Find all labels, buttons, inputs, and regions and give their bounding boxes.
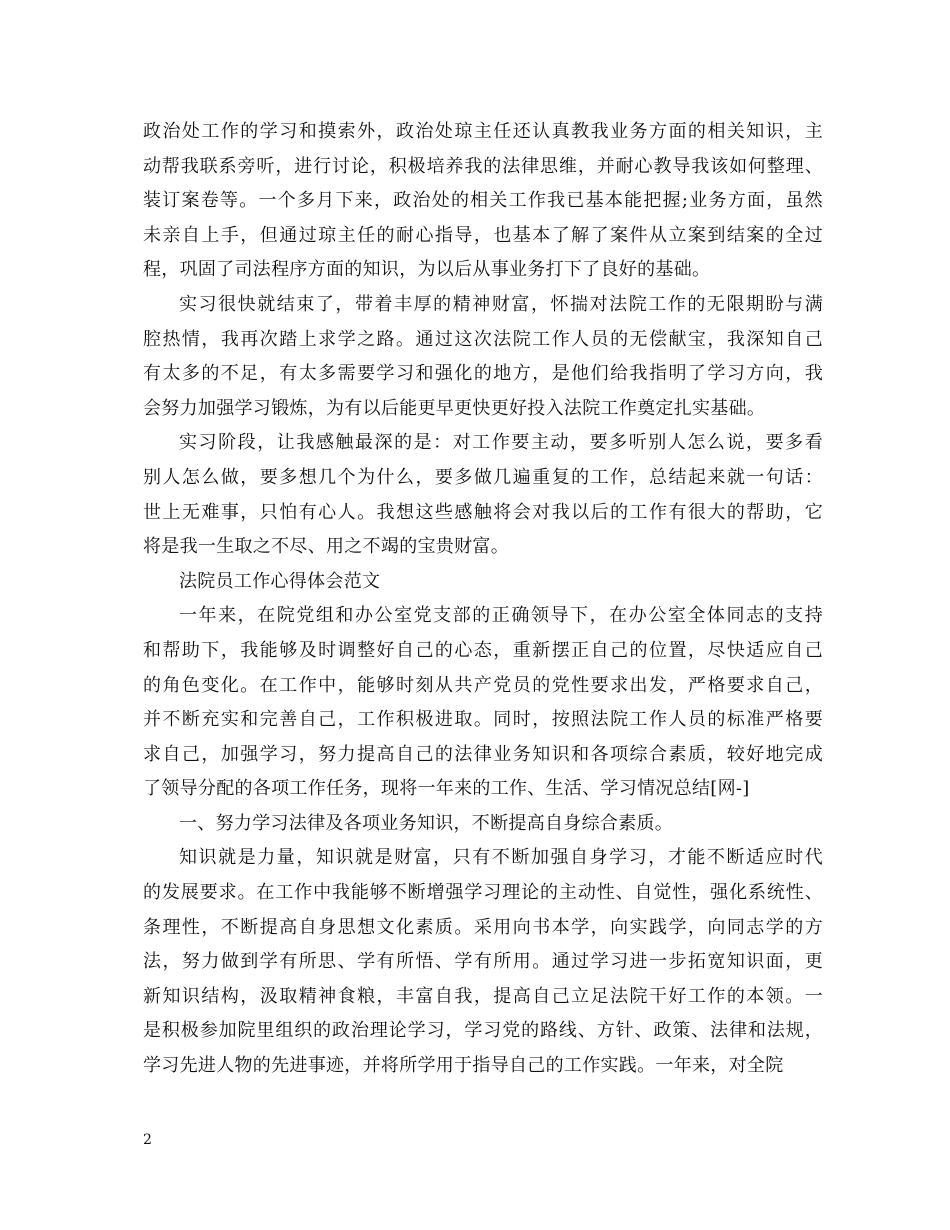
paragraph (143, 426, 823, 564)
text-line: 未亲自上手，但通过琼主任的耐心指导，也基本了解了案件从立案到结案的全过 (143, 224, 823, 246)
text-line: 新知识结构，汲取精神食粮，丰富自我，提高自己立足法院干好工作的本领。一 (143, 985, 823, 1007)
text-line: 学习先进人物的先进事迹，并将所学用于指导自己的工作实践。一年来，对全院 (143, 1055, 784, 1077)
text-line: 实习阶段，让我感触最深的是：对工作要主动，要多听别人怎么说，要多看 (179, 432, 823, 454)
text-line: 条理性，不断提高自身思想文化素质。采用向书本学，向实践学，向同志学的方 (143, 916, 823, 938)
paragraph (143, 841, 823, 1083)
page-number: 2 (143, 1132, 152, 1148)
text-line: 是积极参加院里组织的政治理论学习，学习党的路线、方针、政策、法律和法规， (143, 1020, 823, 1042)
text-line: 将是我一生取之不尽、用之不竭的宝贵财富。 (143, 536, 509, 558)
text-line: 一年来，在院党组和办公室党支部的正确领导下，在办公室全体同志的支持 (179, 605, 823, 627)
text-line: 程，巩固了司法程序方面的知识，为以后从事业务打下了良好的基础。 (143, 259, 711, 281)
text-line: 并不断充实和完善自己，工作积极进取。同时，按照法院工作人员的标准严格要 (143, 709, 823, 731)
paragraph (143, 565, 823, 600)
text-line: 实习很快就结束了，带着丰厚的精神财富，怀揣对法院工作的无限期盼与满 (179, 293, 823, 315)
text-line: 有太多的不足，有太多需要学习和强化的地方，是他们给我指明了学习方向，我 (143, 363, 823, 385)
paragraph (143, 807, 823, 842)
text-line: 法院员工作心得体会范文 (179, 570, 381, 592)
text-line: 一、努力学习法律及各项业务知识，不断提高自身综合素质。 (179, 812, 674, 834)
text-line: 和帮助下，我能够及时调整好自己的心态，重新摆正自己的位置，尽快适应自己 (143, 639, 823, 661)
text-line: 腔热情，我再次踏上求学之路。通过这次法院工作人员的无偿献宝，我深知自己 (143, 328, 823, 350)
paragraph (143, 115, 823, 288)
text-line: 的角色变化。在工作中，能够时刻从共产党员的党性要求出发，严格要求自己， (143, 674, 823, 696)
text-line: 知识就是力量，知识就是财富，只有不断加强自身学习，才能不断适应时代 (179, 847, 823, 869)
text-line: 装订案卷等。一个多月下来，政治处的相关工作我已基本能把握;业务方面，虽然 (143, 190, 823, 212)
text-line: 动帮我联系旁听，进行讨论，积极培养我的法律思维，并耐心教导我该如何整理、 (143, 155, 823, 177)
text-line: 法，努力做到学有所思、学有所悟、学有所用。通过学习进一步拓宽知识面，更 (143, 951, 823, 973)
text-line: 别人怎么做，要多想几个为什么，要多做几遍重复的工作，总结起来就一句话： (143, 466, 823, 488)
text-line: 的发展要求。在工作中我能够不断增强学习理论的主动性、自觉性，强化系统性、 (143, 882, 823, 904)
text-line: 了领导分配的各项工作任务，现将一年来的工作、生活、学习情况总结[网-] (143, 778, 750, 800)
paragraph (143, 599, 823, 807)
text-line: 求自己，加强学习，努力提高自己的法律业务知识和各项综合素质，较好地完成 (143, 743, 823, 765)
paragraph (143, 288, 823, 426)
text-line: 世上无难事，只怕有心人。我想这些感触将会对我以后的工作有很大的帮助，它 (143, 501, 823, 523)
text-line: 政治处工作的学习和摸索外，政治处琼主任还认真教我业务方面的相关知识，主 (143, 121, 823, 142)
document-body (143, 115, 823, 1084)
text-line: 会努力加强学习锻炼，为有以后能更早更快更好投入法院工作奠定扎实基础。 (143, 397, 766, 419)
